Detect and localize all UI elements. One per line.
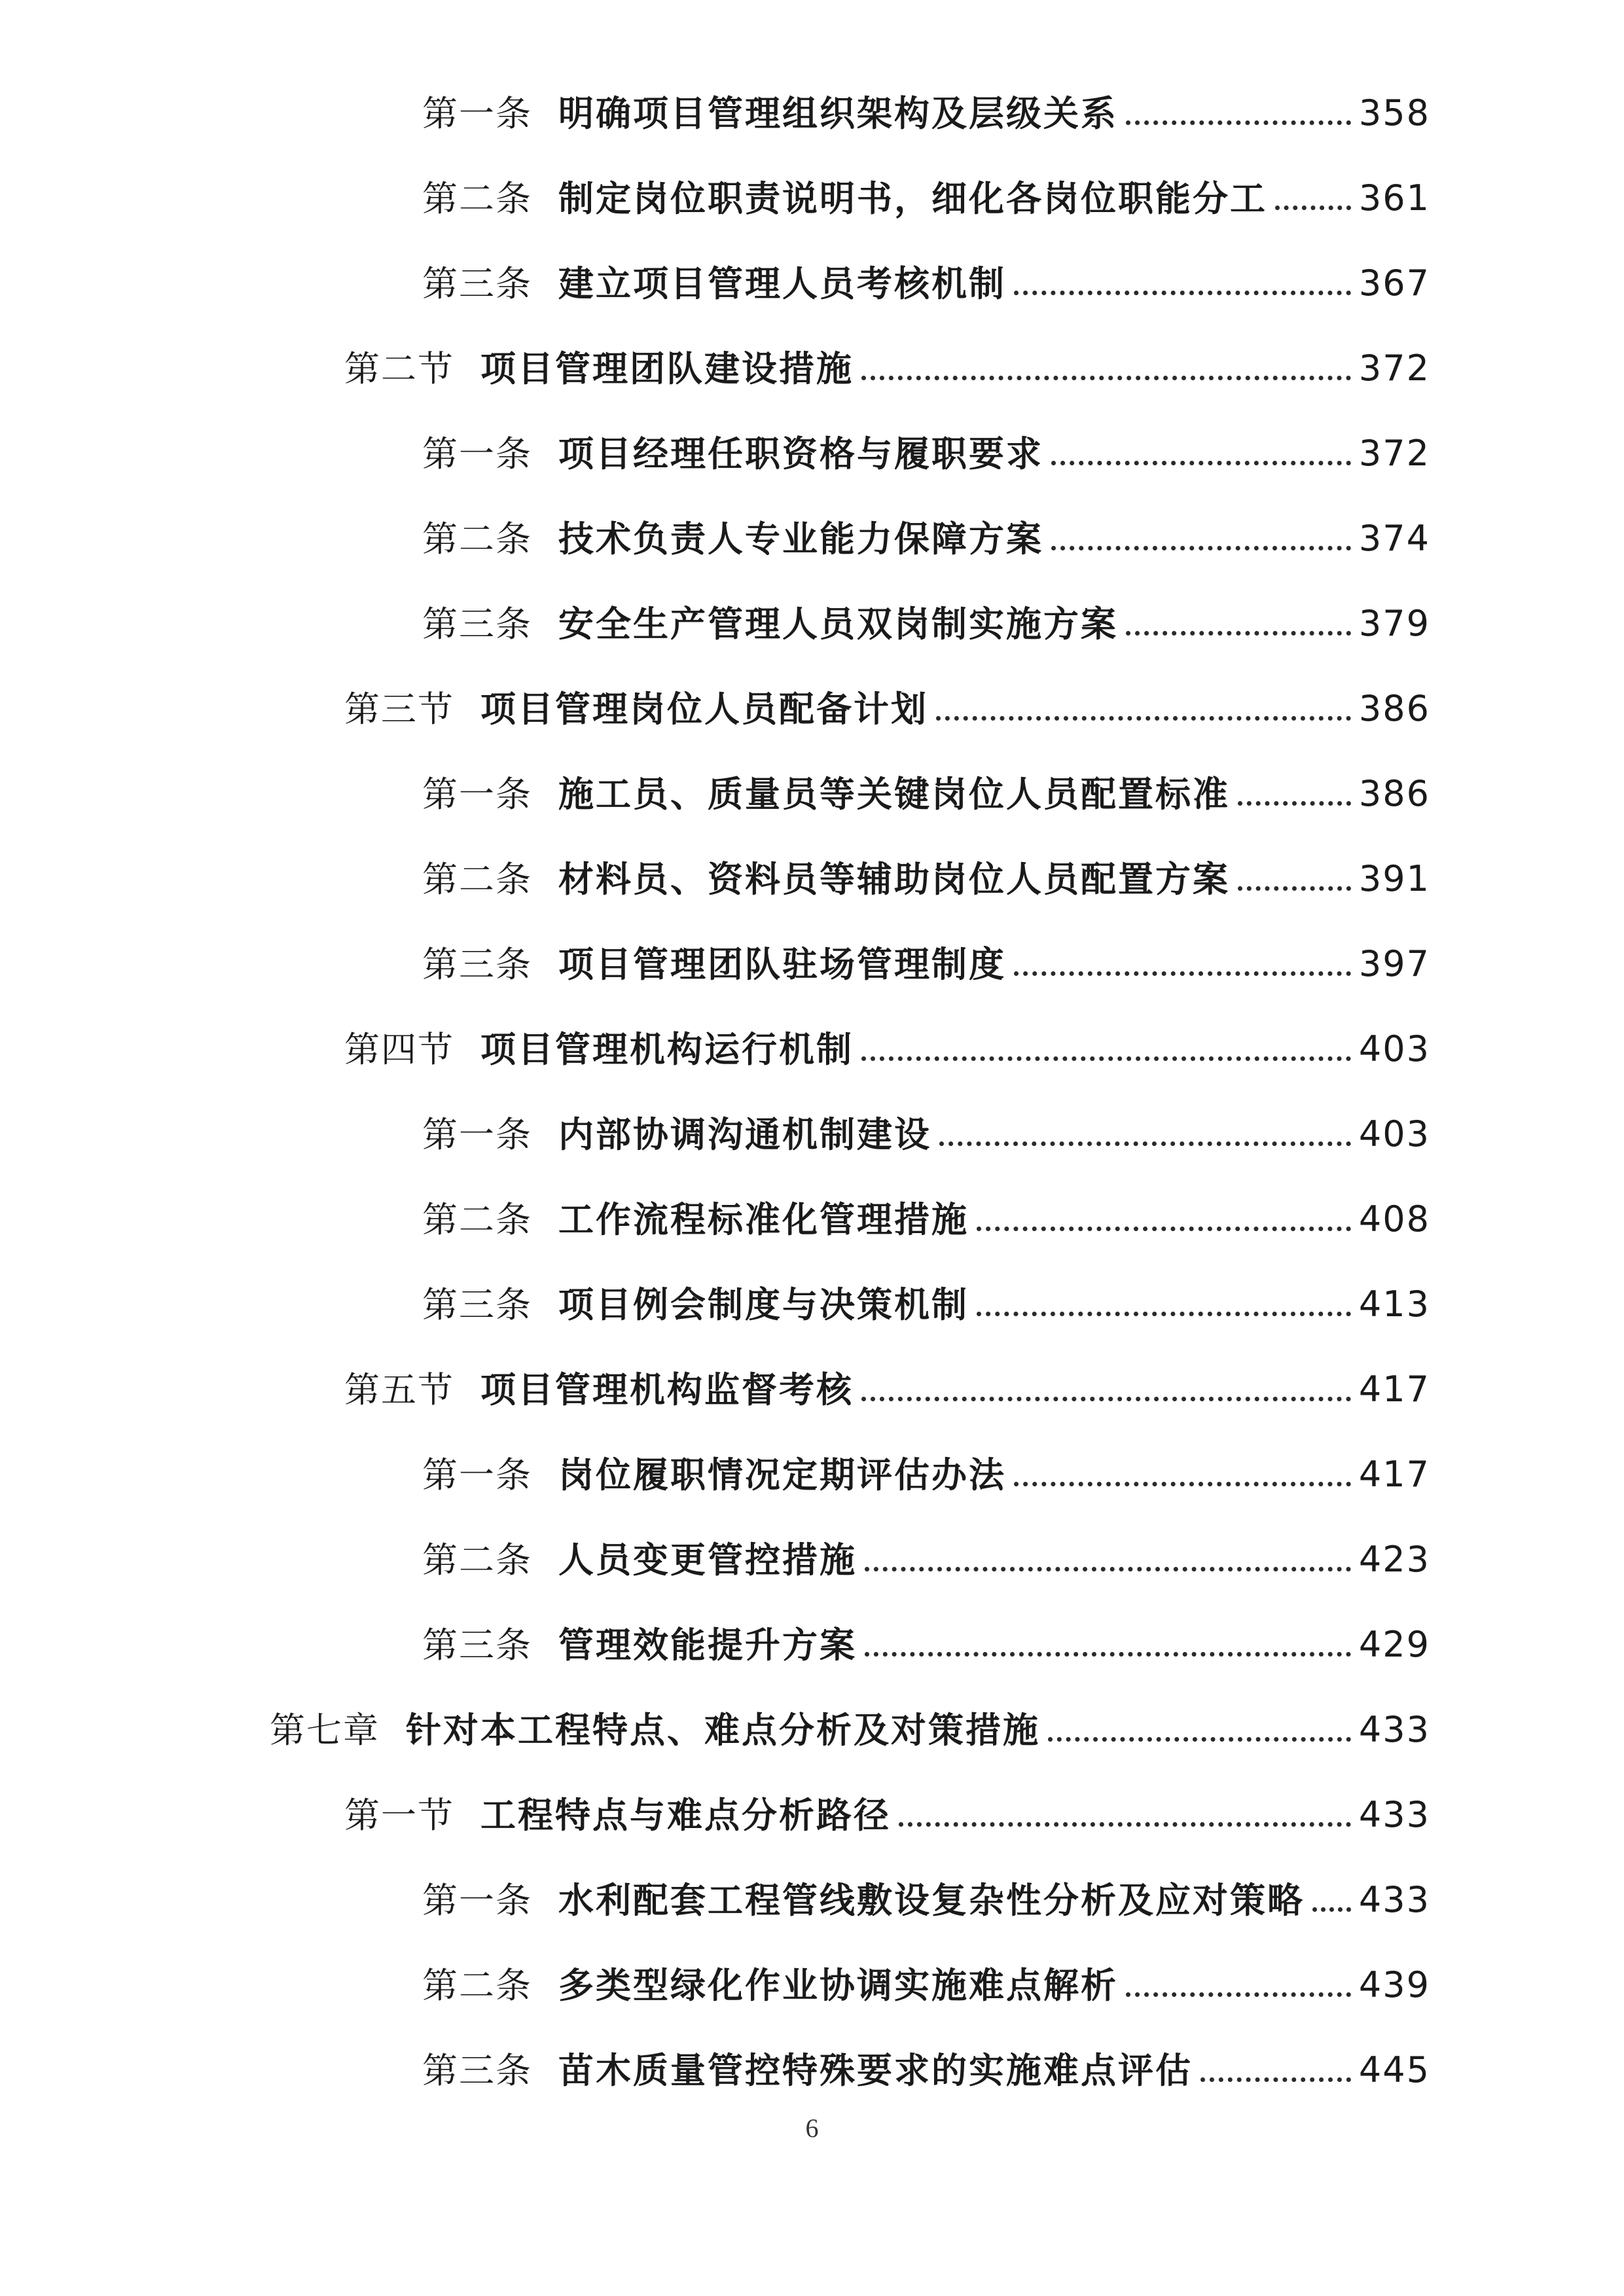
toc-entry-label <box>422 1453 1006 1496</box>
toc-entry[interactable] <box>0 1517 1624 1602</box>
toc-entry-title: 施工员、质量员等关键岗位人员配置标准 <box>558 772 1230 815</box>
toc-entry-label <box>422 857 1230 900</box>
toc-entry-number: 第二条 <box>422 1539 532 1581</box>
toc-entry-title: 水利配套工程管线敷设复杂性分析及应对策略 <box>558 1878 1305 1921</box>
toc-entry-title: 项目管理机构监督考核 <box>480 1368 854 1410</box>
toc-entry-page: 403 <box>1358 1113 1430 1155</box>
toc-entry-number: 第三条 <box>422 603 532 645</box>
toc-entry-number: 第二条 <box>422 177 532 219</box>
toc-entry-number: 第二条 <box>422 1198 532 1240</box>
toc-entry-page: 379 <box>1358 603 1430 644</box>
toc-dot-leader <box>1014 971 1351 976</box>
toc-dot-leader <box>899 1822 1351 1827</box>
toc-entry-number: 第三条 <box>422 1283 532 1325</box>
toc-dot-leader <box>1238 886 1351 891</box>
toc-entry[interactable] <box>0 1602 1624 1687</box>
toc-entry-page: 417 <box>1358 1369 1430 1410</box>
toc-entry[interactable] <box>0 1772 1624 1857</box>
toc-entry[interactable] <box>0 1347 1624 1432</box>
toc-entry-title: 安全生产管理人员双岗制实施方案 <box>558 602 1118 645</box>
toc-entry-number: 第三条 <box>422 1624 532 1666</box>
toc-entry-title: 项目管理团队驻场管理制度 <box>558 942 1006 985</box>
toc-dot-leader <box>1051 461 1351 465</box>
toc-dot-leader <box>1126 120 1351 125</box>
toc-dot-leader <box>1126 631 1351 636</box>
toc-entry[interactable] <box>0 2028 1624 2113</box>
toc-entry-page: 361 <box>1358 177 1430 219</box>
toc-entry-page: 391 <box>1358 858 1430 899</box>
toc-entry-page: 372 <box>1358 433 1430 474</box>
toc-entry-number: 第一条 <box>422 1454 532 1496</box>
toc-dot-leader <box>865 1652 1351 1657</box>
toc-entry-label <box>344 1793 891 1836</box>
toc-entry-title: 项目管理岗位人员配备计划 <box>480 687 928 730</box>
toc-entry[interactable] <box>0 1177 1624 1262</box>
toc-entry-page: 367 <box>1358 262 1430 304</box>
toc-entry[interactable] <box>0 666 1624 751</box>
toc-entry-title: 人员变更管控措施 <box>558 1538 857 1581</box>
toc-entry[interactable] <box>0 71 1624 156</box>
toc-entry-label <box>422 2049 1193 2091</box>
toc-entry[interactable] <box>0 1432 1624 1517</box>
toc-entry-title: 内部协调沟通机制建设 <box>558 1113 931 1155</box>
toc-entry-number: 第一节 <box>344 1794 454 1836</box>
toc-entry-title: 项目经理任职资格与履职要求 <box>558 432 1043 475</box>
toc-entry[interactable] <box>0 496 1624 581</box>
toc-entry[interactable] <box>0 156 1624 241</box>
toc-entry-label <box>422 772 1230 815</box>
toc-entry-number: 第三节 <box>344 688 454 730</box>
toc-entry[interactable] <box>0 1092 1624 1177</box>
toc-dot-leader <box>1014 291 1351 295</box>
toc-entry-number: 第二条 <box>422 518 532 560</box>
toc-entry-label <box>422 517 1043 560</box>
toc-entry-label <box>422 1283 969 1325</box>
toc-entry[interactable] <box>0 922 1624 1007</box>
toc-entry-number: 第七章 <box>270 1709 380 1751</box>
toc-entry[interactable] <box>0 1262 1624 1347</box>
toc-entry-title: 岗位履职情况定期评估办法 <box>558 1453 1006 1496</box>
toc-dot-leader <box>977 1227 1351 1231</box>
toc-entry-title: 针对本工程特点、难点分析及对策措施 <box>406 1708 1040 1751</box>
toc-entry[interactable] <box>0 326 1624 411</box>
toc-entry-page: 374 <box>1358 518 1430 559</box>
toc-entry-number: 第一条 <box>422 1879 532 1921</box>
toc-dot-leader <box>939 1141 1351 1146</box>
toc-entry-label <box>344 1368 854 1410</box>
toc-entry-label <box>422 602 1118 645</box>
toc-entry-title: 项目例会制度与决策机制 <box>558 1283 969 1325</box>
toc-entry-title: 明确项目管理组织架构及层级关系 <box>558 92 1118 134</box>
toc-entry-number: 第三条 <box>422 262 532 304</box>
toc-entry-page: 439 <box>1358 1964 1430 2005</box>
toc-entry-page: 386 <box>1358 688 1430 729</box>
toc-entry-label <box>422 1538 857 1581</box>
toc-entry[interactable] <box>0 836 1624 922</box>
toc-entry[interactable] <box>0 241 1624 326</box>
toc-entry-number: 第二条 <box>422 1964 532 2006</box>
toc-entry[interactable] <box>0 1007 1624 1092</box>
toc-entry[interactable] <box>0 581 1624 666</box>
toc-entry-title: 苗木质量管控特殊要求的实施难点评估 <box>558 2049 1193 2091</box>
toc-dot-leader <box>1275 206 1351 210</box>
toc-dot-leader <box>1048 1737 1351 1742</box>
toc-entry-label <box>270 1708 1040 1751</box>
toc-entry-title: 建立项目管理人员考核机制 <box>558 262 1006 304</box>
toc-entry-page: 417 <box>1358 1454 1430 1495</box>
toc-entry-page: 429 <box>1358 1624 1430 1665</box>
toc-entry-title: 项目管理团队建设措施 <box>480 347 854 389</box>
toc-entry-page: 445 <box>1358 2049 1430 2090</box>
toc-entry-number: 第二条 <box>422 858 532 900</box>
toc-entry-label <box>422 177 1267 219</box>
toc-entry-title: 项目管理机构运行机制 <box>480 1028 854 1070</box>
toc-entry-label <box>422 262 1006 304</box>
toc-dot-leader <box>1238 801 1351 806</box>
toc-entry-label <box>422 1964 1118 2006</box>
toc-entry-label <box>422 92 1118 134</box>
toc-entry[interactable] <box>0 751 1624 836</box>
toc-entry-number: 第三条 <box>422 2049 532 2091</box>
table-of-contents <box>0 71 1624 2113</box>
toc-entry-title: 工作流程标准化管理措施 <box>558 1198 969 1240</box>
toc-entry-title: 制定岗位职责说明书，细化各岗位职能分工 <box>558 177 1267 219</box>
toc-dot-leader <box>936 716 1351 721</box>
toc-entry-page: 358 <box>1358 92 1430 134</box>
toc-dot-leader <box>861 376 1351 380</box>
page-number: 6 <box>805 2113 819 2143</box>
toc-dot-leader <box>977 1312 1351 1316</box>
toc-entry-page: 397 <box>1358 943 1430 984</box>
toc-entry-title: 工程特点与难点分析路径 <box>480 1793 891 1836</box>
toc-entry-page: 433 <box>1358 1709 1430 1750</box>
toc-entry-page: 372 <box>1358 348 1430 389</box>
toc-entry-page: 423 <box>1358 1539 1430 1580</box>
toc-entry-number: 第五节 <box>344 1369 454 1410</box>
toc-entry-title: 管理效能提升方案 <box>558 1623 857 1666</box>
toc-entry-label <box>344 347 854 389</box>
toc-entry-page: 413 <box>1358 1283 1430 1325</box>
toc-dot-leader <box>861 1056 1351 1061</box>
toc-entry-label <box>344 687 928 730</box>
toc-entry-label <box>422 1198 969 1240</box>
toc-entry-label <box>422 942 1006 985</box>
toc-entry-label <box>422 432 1043 475</box>
toc-entry-number: 第一条 <box>422 773 532 815</box>
toc-dot-leader <box>1051 546 1351 550</box>
toc-entry-number: 第一条 <box>422 1113 532 1155</box>
toc-dot-leader <box>1200 2077 1351 2082</box>
toc-dot-leader <box>865 1567 1351 1571</box>
toc-entry-label <box>422 1878 1305 1921</box>
toc-entry[interactable] <box>0 1687 1624 1772</box>
toc-entry-title: 材料员、资料员等辅助岗位人员配置方案 <box>558 857 1230 900</box>
toc-entry[interactable] <box>0 1943 1624 2028</box>
toc-entry-label <box>344 1028 854 1070</box>
toc-entry-number: 第一条 <box>422 433 532 475</box>
toc-entry-number: 第一条 <box>422 92 532 134</box>
toc-entry-number: 第三条 <box>422 943 532 985</box>
toc-dot-leader <box>861 1397 1351 1401</box>
toc-entry-label <box>422 1623 857 1666</box>
toc-entry-page: 433 <box>1358 1879 1430 1920</box>
toc-entry-page: 408 <box>1358 1198 1430 1240</box>
toc-entry[interactable] <box>0 411 1624 496</box>
toc-dot-leader <box>1312 1907 1351 1912</box>
toc-dot-leader <box>1014 1482 1351 1486</box>
toc-entry-page: 433 <box>1358 1794 1430 1835</box>
toc-dot-leader <box>1126 1992 1351 1997</box>
toc-entry-title: 多类型绿化作业协调实施难点解析 <box>558 1964 1118 2006</box>
toc-entry-page: 403 <box>1358 1028 1430 1069</box>
toc-entry-page: 386 <box>1358 773 1430 814</box>
toc-entry-title: 技术负责人专业能力保障方案 <box>558 517 1043 560</box>
toc-entry[interactable] <box>0 1857 1624 1943</box>
toc-entry-number: 第四节 <box>344 1028 454 1070</box>
toc-entry-number: 第二节 <box>344 348 454 389</box>
toc-entry-label <box>422 1113 931 1155</box>
